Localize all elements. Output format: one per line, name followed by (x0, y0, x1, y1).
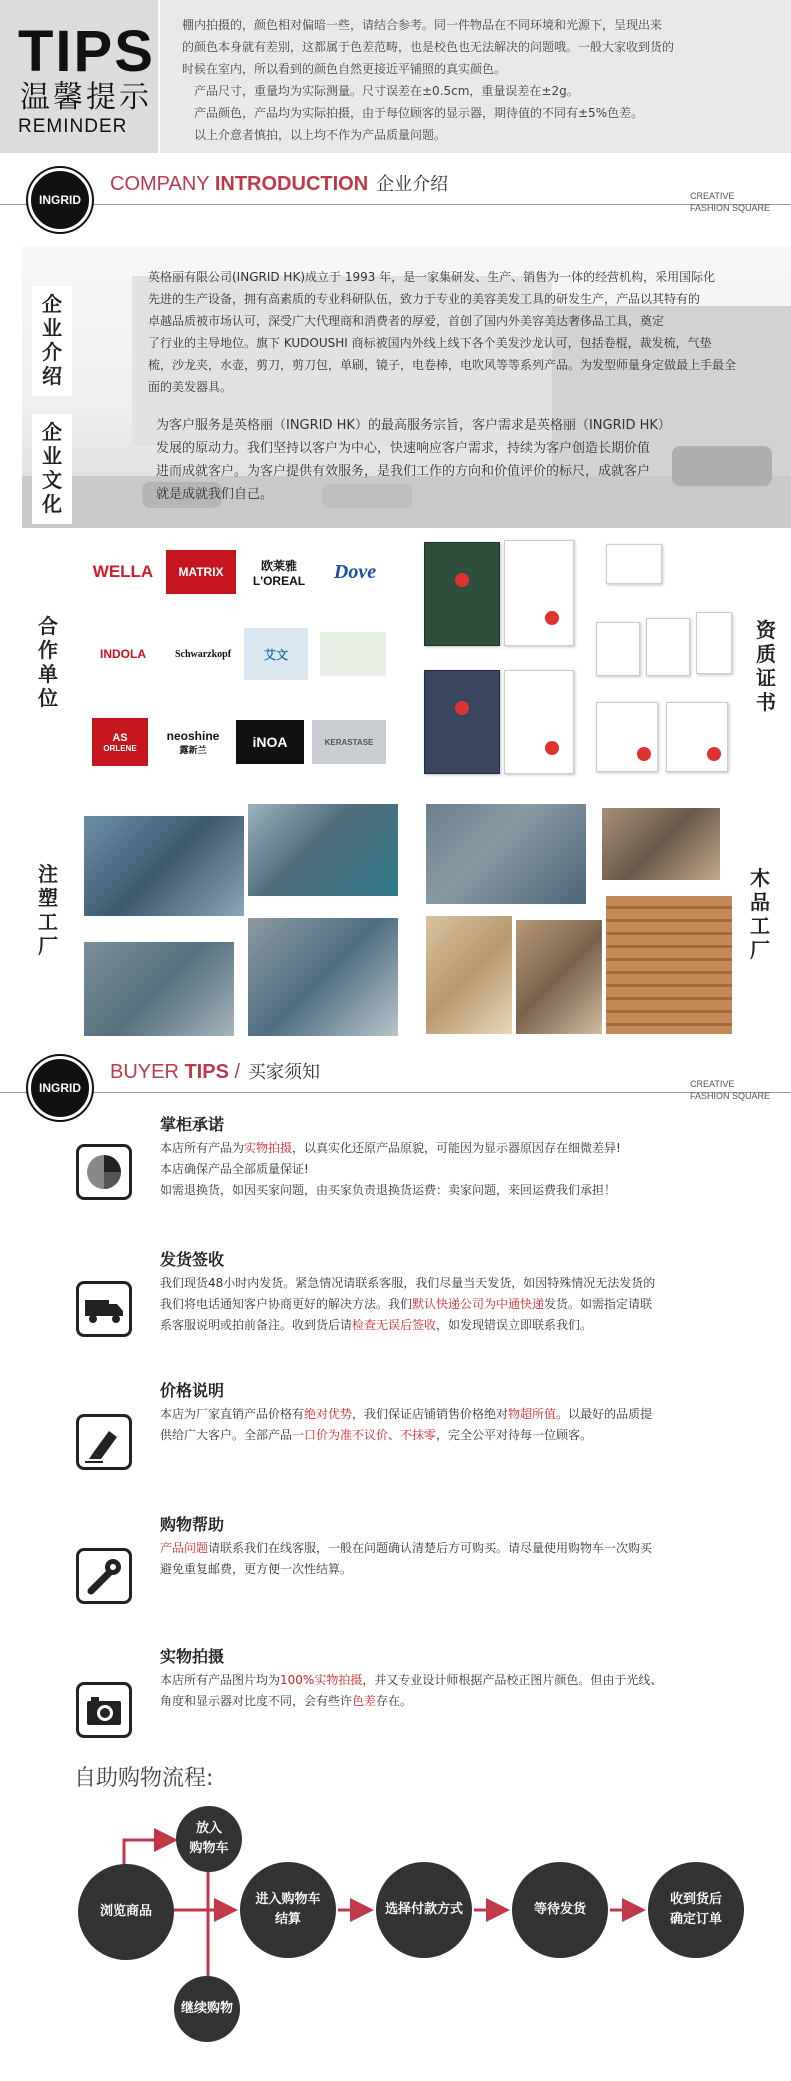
flow-cart: 放入 购物车 (176, 1806, 242, 1872)
certificate (596, 702, 658, 772)
tip-title: 购物帮助 (160, 1515, 225, 1534)
green-logo (320, 632, 386, 676)
tips-line: 产品颜色，产品均为实际拍摄，由于每位顾客的显示器，期待值的不同有±5%色差。 (182, 106, 644, 120)
wood-factory-panel (410, 796, 791, 1040)
factory-photo (426, 916, 512, 1034)
company-header (0, 160, 791, 230)
aiwen-logo: 艾文 (244, 628, 308, 680)
label-culture: 企 业 文 化 (32, 414, 72, 524)
ingrid-logo: INGRID (28, 168, 92, 232)
tips-word: TIPS (18, 19, 155, 84)
tip-photos (0, 1644, 791, 1764)
tip-title: 价格说明 (160, 1381, 225, 1400)
tip-body: 产品问题请联系我们在线客服，一般在问题确认清楚后方可购买。请尽量使用购物车一次购买 避免重复邮费，更方便一次性结算。 (160, 1541, 653, 1576)
flow-continue: 继续购物 (174, 1976, 240, 2042)
tip-price (0, 1378, 791, 1498)
label-intro: 企 业 介 绍 (32, 286, 72, 396)
tips-reminder: REMINDER (18, 116, 128, 137)
certificate (504, 670, 574, 774)
tip-shipping (0, 1243, 791, 1363)
tip-body: 本店所有产品为实物拍摄，以真实化还原产品原貌，可能因为显示器原因存在细微差异! 本店确保产品全部质量保证! 如需退换货，如因买家问题，由买家负责退换货运费：卖家问题，来回运费我们承担！ (160, 1141, 621, 1197)
tips-badge (0, 0, 158, 153)
kerastase-logo: KERASTASE (312, 720, 386, 764)
certificate (424, 670, 500, 774)
tips-panel (160, 0, 791, 153)
tip-body: 本店为厂家直销产品价格有绝对优势，我们保证店铺销售价格绝对物超所值。以最好的品质提 供给广大客户。全部产品一口价为准不议价、不抹零，完全公平对待每一位顾客。 (160, 1407, 653, 1442)
certificate (424, 542, 500, 646)
truck-icon (76, 1281, 132, 1337)
schwarzkopf-logo: Schwarzkopf (174, 648, 232, 660)
factory-photo (248, 918, 398, 1036)
tips-text (182, 14, 782, 146)
company-title: COMPANY INTRODUCTION 企业介绍 (110, 173, 449, 195)
company-intro (22, 246, 791, 528)
tips-line: 以上介意者慎拍，以上均不作为产品质量问题。 (182, 128, 447, 142)
tip-help (0, 1512, 791, 1632)
certificate (646, 618, 690, 676)
certificate (606, 544, 662, 584)
dove-logo: Dove (333, 560, 377, 583)
indola-logo: INDOLA (100, 647, 146, 661)
certificate (596, 622, 640, 676)
divider (0, 204, 791, 205)
label-partners: 合 作 单 位 (28, 608, 68, 718)
tips-line: 时候在室内，所以看到的颜色自然更接近平铺照的真实颜色。 (182, 62, 507, 76)
creative-tagline: CREATIVE FASHION SQUARE (690, 1079, 771, 1101)
label-certs: 资 质 证 书 (746, 612, 786, 722)
flow-wait: 等待发货 (512, 1862, 608, 1958)
tip-body: 本店所有产品图片均为100%实物拍摄，并又专业设计师根据产品校正图片颜色。但由于光线、 角度和显示器对比度不同，会有些许色差存在。 (160, 1673, 663, 1708)
injection-factory-panel (22, 796, 407, 1040)
tip-promise (0, 1108, 791, 1228)
certificate (666, 702, 728, 772)
flow-title: 自助购物流程: (74, 1766, 214, 1791)
flow-pay: 选择付款方式 (376, 1862, 472, 1958)
tips-banner (0, 0, 791, 153)
ingrid-logo: INGRID (28, 1056, 92, 1120)
factory-photo (516, 920, 602, 1034)
wella-logo: WELLA (92, 562, 154, 581)
matrix-logo: MATRIX (166, 550, 236, 594)
flow-checkout: 进入购物车 结算 (240, 1862, 336, 1958)
neoshine-logo: neoshine 露新兰 (166, 728, 220, 755)
factory-photo (84, 816, 244, 916)
as-orlene-logo: AS ORLENE (92, 718, 148, 766)
factory-photo (606, 896, 732, 1034)
tips-line: 的颜色本身就有差别，这都属于色差范畴，也是校色也无法解决的问题哦。一般大家收到货的 (182, 40, 675, 54)
factory-photo (84, 942, 234, 1036)
inoa-logo: iNOA (236, 720, 304, 764)
tip-title: 发货签收 (160, 1250, 225, 1269)
divider (0, 1092, 791, 1093)
tips-line: 棚内拍摄的，颜色相对偏暗一些，请结合参考。同一件物品在不同环境和光源下，呈现出来 (182, 18, 663, 32)
flow-confirm: 收到货后 确定订单 (648, 1862, 744, 1958)
label-injection: 注 塑 工 厂 (28, 856, 68, 980)
certificate (504, 540, 574, 646)
pen-icon (76, 1414, 132, 1470)
factory-photo (602, 808, 720, 880)
tips-line: 产品尺寸，重量均为实际测量。尺寸误差在±0.5cm，重量误差在±2g。 (182, 84, 579, 98)
pie-icon (76, 1144, 132, 1200)
flow-browse: 浏览商品 (78, 1864, 174, 1960)
label-wood: 木 品 工 厂 (740, 860, 780, 984)
certificate (696, 612, 732, 674)
buyer-title: BUYER TIPS / 买家须知 (110, 1061, 321, 1083)
intro-paragraph: 英格丽有限公司(INGRID HK)成立于 1993 年，是一家集研发、生产、销售为一体的经营机构，采用国际化 先进的生产设备，拥有高素质的专业科研队伍，致力于专业的美容美发工具的研发生产，产品以其特有的 卓越品质被市场认可，深受广大代理商和消费者的厚爱，首创了国内外美容美达奢侈品工具，奠定 了行业的主导地位。旗下 KUDOUSHI 商标被国内外线上线下各个美发沙龙认可，包括卷棍，裁发梳，气垫 梳，沙龙夹，水壶，剪刀，剪刀包，单刷，镜子，电卷棒，电吹风等等系列产品。为发型师量身定做最上手最全 面的美发器具。 (148, 270, 737, 394)
tool-icon (76, 1548, 132, 1604)
factory-photo (248, 804, 398, 896)
loreal-logo: 欧莱雅 L'OREAL (252, 558, 306, 588)
factory-photo (426, 804, 586, 904)
culture-paragraph: 为客户服务是英格丽（INGRID HK）的最高服务宗旨，客户需求是英格丽（INGRID HK） 发展的原动力。我们坚持以客户为中心，快速响应客户需求，持续为客户创造长期价值 进而成就客户。为客户提供有效服务，是我们工作的方向和价值评价的标尺，成就客户 就是成就我们自己。 (156, 418, 671, 502)
creative-tagline: CREATIVE FASHION SQUARE (690, 191, 771, 213)
tip-title: 掌柜承诺 (160, 1115, 225, 1134)
tips-cn: 温馨提示 (20, 80, 152, 115)
partners-panel (22, 532, 407, 792)
tip-body: 我们现货48小时内发货。紧急情况请联系客服，我们尽量当天发货，如因特殊情况无法发货的 我们将电话通知客户协商更好的解决方法。我们默认快递公司为中通快递发货。如需指定请联 系客服说明或拍前备注。收到货后请检查无误后签收，如发现错误立即联系我们。 (160, 1276, 656, 1332)
camera-icon (76, 1682, 132, 1738)
tip-title: 实物拍摄 (160, 1647, 225, 1666)
certificates-panel (410, 532, 791, 792)
